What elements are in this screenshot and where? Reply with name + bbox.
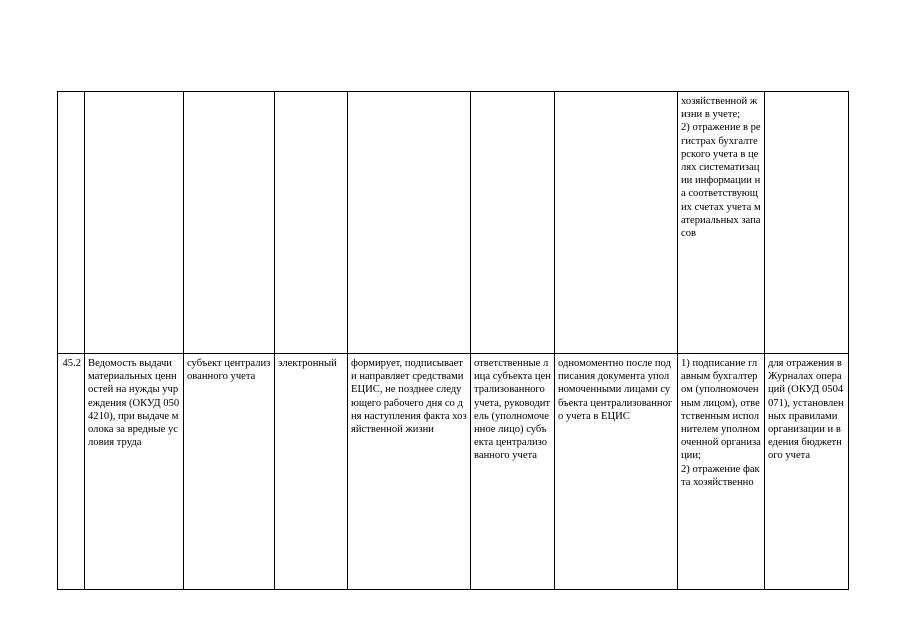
cell-purpose <box>765 92 849 354</box>
cell-document-name: Ведомость выдачи материальных ценностей на нужды учреждения (ОКУД 0504210), при выдаче молока за вредные условия труда <box>85 354 184 590</box>
table-row-45-2 <box>58 354 849 590</box>
cell-number: 45.2 <box>58 354 85 590</box>
cell-signers <box>471 92 555 354</box>
cell-signers: ответственные лица субъекта централизованного учета, руководитель (уполномоченное лицо) субъекта централизованного учета <box>471 354 555 590</box>
cell-purpose: для отражения в Журналах операций (ОКУД 0504071), установленных правилами организации и ведения бюджетного учета <box>765 354 849 590</box>
cell-format <box>275 92 348 354</box>
cell-creator: субъект централизованного учета <box>184 354 275 590</box>
cell-creator <box>184 92 275 354</box>
cell-procedure <box>348 92 471 354</box>
table-row-continued <box>58 92 849 354</box>
cell-timing: одномоментно после подписания документа уполномоченными лицами субъекта централизованного учета в ЕЦИС <box>555 354 678 590</box>
cell-actions: хозяйственной жизни в учете; 2) отражение в регистрах бухгалтерского учета в целях систематизации информации на соответствующих счетах учета материальных запасов <box>678 92 765 354</box>
cell-format: электронный <box>275 354 348 590</box>
cell-number <box>58 92 85 354</box>
cell-actions: 1) подписание главным бухгалтером (уполномоченным лицом), ответственным исполнителем уполномоченной организации; 2) отражение факта хозяйственно <box>678 354 765 590</box>
cell-document-name <box>85 92 184 354</box>
regulation-table <box>57 91 849 590</box>
cell-procedure: формирует, подписывает и направляет средствами ЕЦИС, не позднее следующего рабочего дня со дня наступления факта хозяйственной жизни <box>348 354 471 590</box>
cell-timing <box>555 92 678 354</box>
